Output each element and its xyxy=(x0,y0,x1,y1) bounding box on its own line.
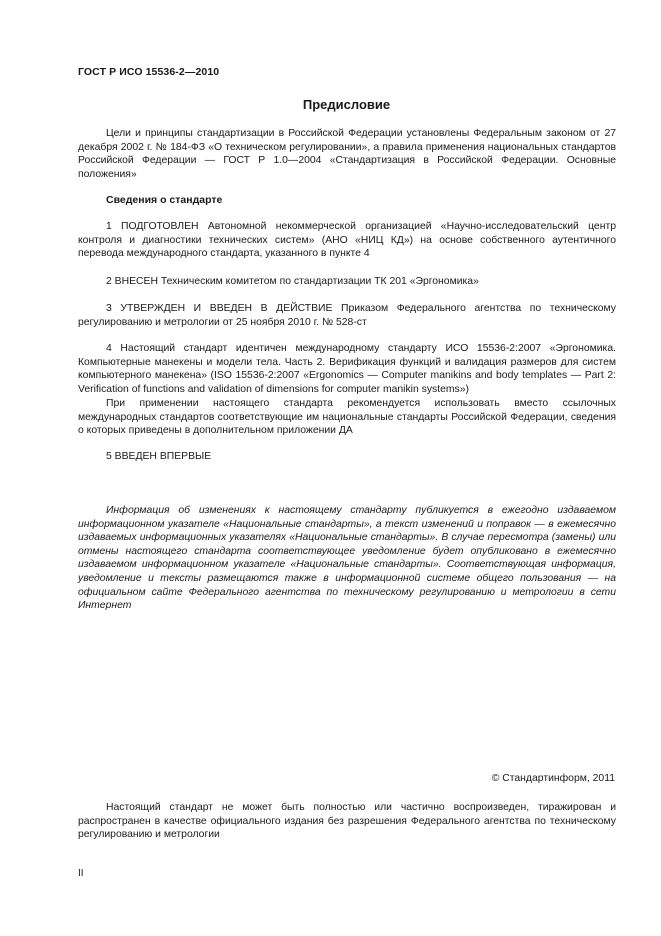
item-4-note: При применении настоящего стандарта рекомендуется использовать вместо ссылочных международных стандартов соответствующие им национальные стандарты Российской Федерации, сведения о которых приведены в дополнительном приложении ДА xyxy=(78,398,616,437)
info-notice: Информация об изменениях к настоящему стандарту публикуется в ежегодно издаваемом информационном указателе «Национальные стандарты», а текст изменений и поправок — в ежемесячно издаваемых информационных указателях «Национальные стандарты». В случае пересмотра (замены) или отмены настоящего стандарта соответствующее уведомление будет опубликовано в ежемесячно издаваемом информационном указателе «Национальные стандарты». Соответствующая информация, уведомление и тексты размещаются также в информационной системе общего пользования — на официальном сайте Федерального агентства по техническому регулированию и метрологии в сети Интернет xyxy=(78,505,616,612)
item-5: 5 ВВЕДЕН ВПЕРВЫЕ xyxy=(106,451,212,462)
item-1: 1 ПОДГОТОВЛЕН Автономной некоммерческой организацией «Научно-исследовательский центр контроля и диагностики технических систем» (АНО «НИЦ КД») на основе собственного аутентичного перевода международного стандарта, указанного в пункте 4 xyxy=(78,221,616,260)
page-title: Предисловие xyxy=(302,97,391,112)
section-subheading: Сведения о стандарте xyxy=(106,194,223,206)
page-number: II xyxy=(78,868,84,879)
item-3: 3 УТВЕРЖДЕН И ВВЕДЕН В ДЕЙСТВИЕ Приказом Федерального агентства по техническому регулированию и метрологии от 25 ноября 2010 г. № 528-ст xyxy=(78,303,616,328)
rights-paragraph: Настоящий стандарт не может быть полностью или частично воспроизведен, тиражирован и распространен в качестве официального издания без разрешения Федерального агентства по техническому регулированию и метрологии xyxy=(78,802,616,841)
intro-paragraph: Цели и принципы стандартизации в Российской Федерации установлены Федеральным законом от 27 декабря 2002 г. № 184-ФЗ «О техническом регулировании», а правила применения национальных стандартов Российской Федерации — ГОСТ Р 1.0—2004 «Стандартизация в Российской Федерации. Основные положения» xyxy=(78,128,616,180)
item-2: 2 ВНЕСЕН Техническим комитетом по стандартизации ТК 201 «Эргономика» xyxy=(106,276,479,287)
document-header: ГОСТ Р ИСО 15536-2—2010 xyxy=(78,66,220,78)
copyright-notice: © Стандартинформ, 2011 xyxy=(491,773,615,784)
item-4: 4 Настоящий стандарт идентичен международному стандарту ИСО 15536-2:2007 «Эргономика. Компьютерные манекены и модели тела. Часть 2. Верификация функций и валидация размеров для систем компьютерного манекена» (ISO 15536-2:2007 «Ergonomics — Computer manikins and body templates — Part 2: Verification of functions and validation of dimensions for computer manikin systems») xyxy=(78,343,616,395)
